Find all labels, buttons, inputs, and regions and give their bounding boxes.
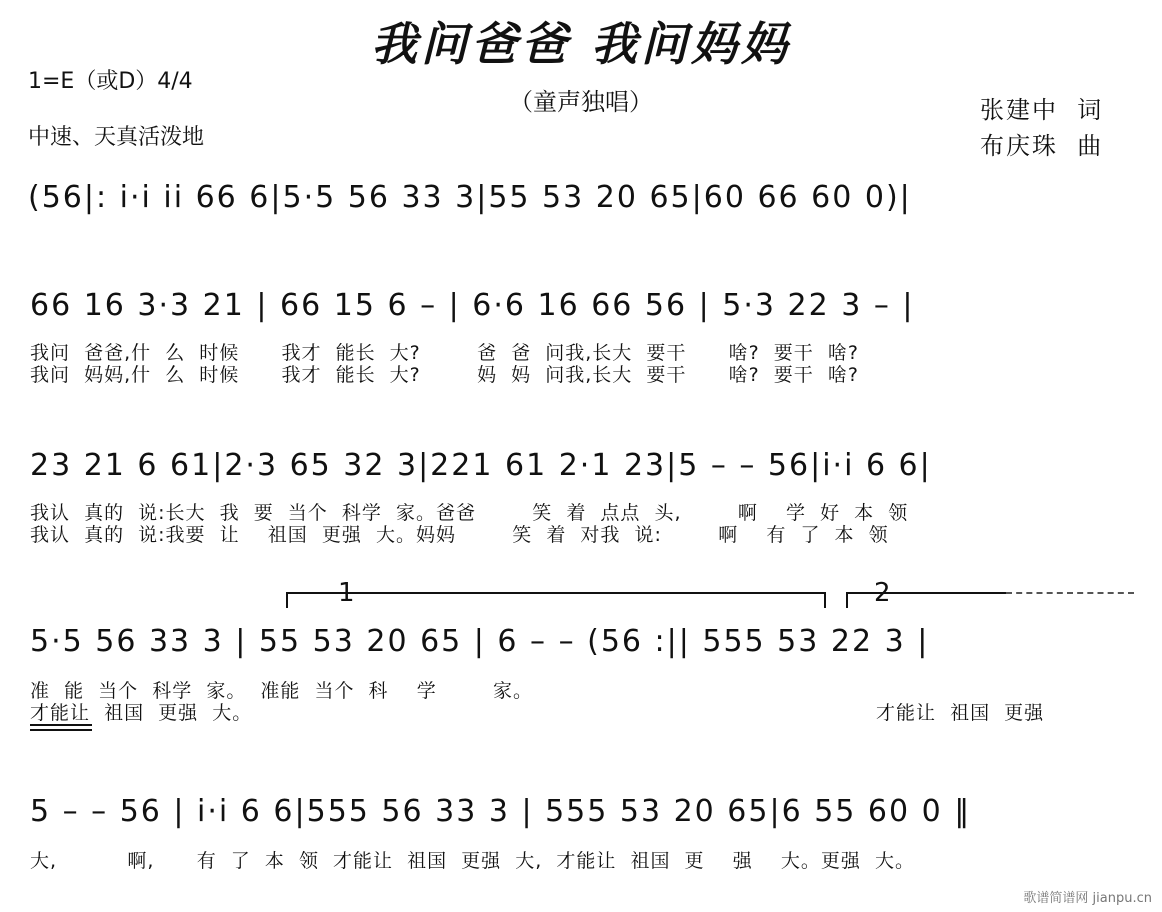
- key-signature: 1=E（或D）4/4: [28, 69, 193, 94]
- notation-row: 5·5 56 33 3 | 55 53 20 65 | 6 – – (56 :|| 555 53 22 3 |: [30, 624, 930, 659]
- notation-row: (56|: i·i ii 66 6|5·5 56 33 3|55 53 20 65|60 66 60 0)|: [28, 180, 912, 215]
- volta-bracket-2-dash: [1006, 592, 1134, 594]
- lyric-underline: [30, 729, 92, 731]
- lyric-line: 才能让 祖国 更强: [876, 702, 1045, 724]
- volta-bracket-2: [846, 592, 848, 608]
- lyric-line: 我问 妈妈,什 么 时候 我才 能长 大? 妈 妈 问我,长大 要干 啥? 要干 啥?: [30, 364, 859, 386]
- composer-credit: 布庆珠 曲: [980, 132, 1104, 160]
- song-subtitle: （童声独唱）: [509, 88, 653, 116]
- tempo-marking: 中速、天真活泼地: [28, 125, 205, 150]
- lyric-line: 才能让 祖国 更强 大。: [30, 702, 253, 724]
- notation-row: 23 21 6 61|2·3 65 32 3|221 61 2·1 23|5 – – 56|i·i 6 6|: [30, 448, 932, 483]
- lyric-line: 我问 爸爸,什 么 时候 我才 能长 大? 爸 爸 问我,长大 要干 啥? 要干 啥?: [30, 342, 859, 364]
- site-watermark: 歌谱简谱网 jianpu.cn: [1023, 891, 1152, 906]
- volta-bracket-2-line: [846, 592, 1006, 594]
- notation-row: 5 – – 56 | i·i 6 6|555 56 33 3 | 555 53 20 65|6 55 60 0 ‖: [30, 794, 972, 829]
- volta-number-2: 2: [874, 578, 891, 608]
- song-title: 我问爸爸 我问妈妈: [370, 17, 791, 71]
- lyric-line: 我认 真的 说:长大 我 要 当个 科学 家。爸爸 笑 着 点点 头, 啊 学 好 本 领: [30, 502, 909, 524]
- volta-bracket-1-end: [824, 592, 826, 608]
- volta-number-1: 1: [338, 578, 355, 608]
- lyricist-credit: 张建中 词: [980, 96, 1104, 124]
- volta-bracket-1-line: [286, 592, 824, 594]
- notation-row: 66 16 3·3 21 | 66 15 6 – | 6·6 16 66 56 | 5·3 22 3 – |: [30, 288, 915, 323]
- volta-bracket-1: [286, 592, 288, 608]
- lyric-line: 大, 啊, 有 了 本 领 才能让 祖国 更强 大, 才能让 祖国 更 强 大。更强 大。: [30, 850, 915, 872]
- lyric-line: 我认 真的 说:我要 让 祖国 更强 大。妈妈 笑 着 对我 说: 啊 有 了 本 领: [30, 524, 889, 546]
- lyric-underline: [30, 724, 92, 726]
- lyric-line: 准 能 当个 科学 家。 准能 当个 科 学 家。: [30, 680, 534, 702]
